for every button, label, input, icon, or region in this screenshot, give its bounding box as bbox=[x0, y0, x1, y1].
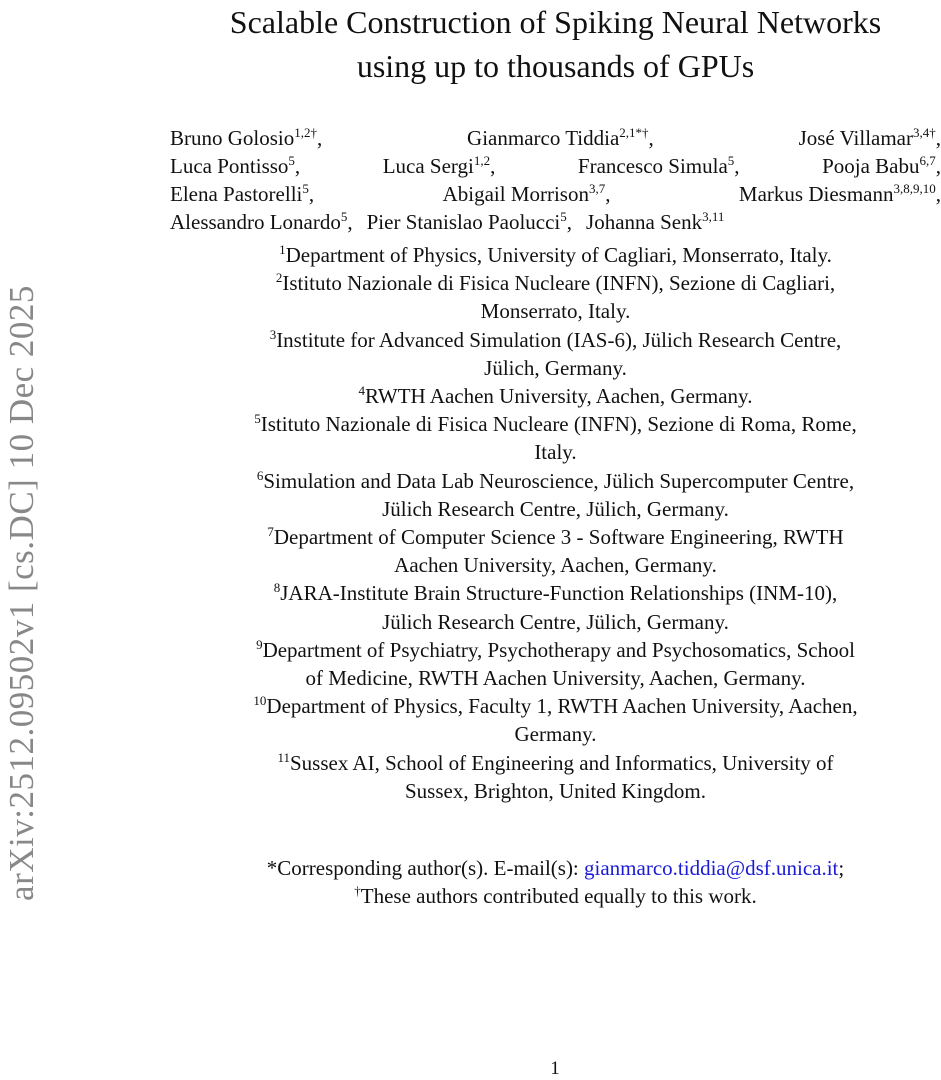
title-line: using up to thousands of GPUs bbox=[356, 48, 755, 84]
affiliation-text: Institute for Advanced Simulation (IAS-6), Jülich Research Centre, bbox=[276, 327, 842, 352]
affiliation-number: 1 bbox=[279, 242, 286, 257]
author bbox=[467, 124, 654, 152]
arxiv-identifier-sidebar: arXiv:2512.09502v1 [cs.DC] 10 Dec 2025 bbox=[2, 285, 41, 901]
author-affiliation-marks: 3,11 bbox=[702, 209, 725, 224]
affiliation-number: 7 bbox=[267, 524, 274, 540]
author-name: Pooja Babu bbox=[822, 154, 920, 178]
comma: , bbox=[605, 182, 611, 206]
comma: , bbox=[294, 154, 301, 178]
author-affiliation-marks: 5 bbox=[560, 209, 567, 224]
affiliation-number: 4 bbox=[358, 383, 366, 399]
affiliation-number: 6 bbox=[256, 467, 264, 483]
correspondence-note bbox=[170, 854, 941, 910]
paper-title bbox=[170, 0, 941, 88]
author bbox=[170, 180, 314, 208]
author-line bbox=[170, 124, 941, 152]
affiliation-text: Sussex, Brighton, United Kingdom. bbox=[404, 778, 706, 803]
affiliation-text: Simulation and Data Lab Neuroscience, Jülich Supercomputer Centre, bbox=[263, 468, 855, 493]
affiliation-number: 8 bbox=[273, 580, 281, 596]
author-affiliation-marks: 1,2† bbox=[294, 125, 318, 140]
affiliation-number: 11 bbox=[277, 749, 290, 765]
affiliation-line bbox=[185, 495, 926, 523]
equal-contribution-text: These authors contributed equally to this work. bbox=[360, 884, 757, 908]
comma: , bbox=[935, 126, 941, 150]
page-number: 1 bbox=[550, 1058, 560, 1079]
affiliation-text: Monserrato, Italy. bbox=[480, 299, 631, 324]
author-list bbox=[170, 124, 941, 236]
affiliation-line bbox=[185, 636, 926, 664]
comma: , bbox=[935, 154, 941, 178]
author-affiliation-marks: 5 bbox=[302, 181, 309, 196]
affiliation-text: Jülich Research Centre, Jülich, Germany. bbox=[382, 609, 729, 634]
affiliation-line bbox=[185, 241, 926, 269]
affiliation-line bbox=[185, 608, 926, 636]
author bbox=[383, 152, 496, 180]
affiliation-line bbox=[185, 297, 926, 325]
author-name: Gianmarco Tiddia bbox=[467, 126, 620, 150]
comma: , bbox=[308, 182, 315, 206]
author bbox=[170, 152, 300, 180]
affiliation-line bbox=[185, 720, 926, 748]
affiliation-text: Jülich, Germany. bbox=[484, 355, 627, 380]
affiliation-text: Sussex AI, School of Engineering and Informatics, University of bbox=[289, 750, 834, 775]
affiliation-line bbox=[185, 692, 926, 720]
author-affiliation-marks: 3,8,9,10 bbox=[893, 181, 936, 196]
comma: , bbox=[734, 154, 740, 178]
author-name: Francesco Simula bbox=[577, 154, 728, 178]
email-link[interactable]: gianmarco.tiddia@dsf.unica.it bbox=[584, 856, 839, 880]
author-affiliation-marks: 1,2 bbox=[473, 153, 491, 168]
affiliation-text: Italy. bbox=[534, 440, 577, 465]
author bbox=[170, 124, 322, 152]
corresponding-author-line bbox=[170, 854, 941, 882]
affiliation-number: 10 bbox=[253, 693, 267, 709]
author-affiliation-marks: 5 bbox=[727, 153, 735, 168]
affiliation-text: of Medicine, RWTH Aachen University, Aachen, Germany. bbox=[305, 666, 806, 691]
comma: , bbox=[566, 210, 573, 234]
author-line bbox=[170, 180, 941, 208]
affiliation-line bbox=[185, 382, 926, 410]
affiliation-text: JARA-Institute Brain Structure-Function Relationships (INM-10), bbox=[280, 581, 838, 606]
affiliation-text: Istituto Nazionale di Fisica Nucleare (INFN), Sezione di Roma, Rome, bbox=[260, 412, 857, 437]
author-name: Pier Stanislao Paolucci bbox=[366, 210, 561, 234]
affiliation-line bbox=[185, 467, 926, 495]
author-affiliation-marks: 2,1*† bbox=[619, 125, 649, 140]
corresponding-label: *Corresponding author(s). E-mail(s): bbox=[266, 856, 585, 880]
semicolon: ; bbox=[838, 856, 845, 880]
author-name: Luca Sergi bbox=[382, 154, 474, 178]
affiliation-text: Department of Psychiatry, Psychotherapy and Psychosomatics, School bbox=[262, 637, 855, 662]
affiliation-number: 2 bbox=[275, 270, 283, 286]
comma: , bbox=[317, 126, 323, 150]
comma: , bbox=[648, 126, 654, 150]
author bbox=[586, 208, 724, 236]
affiliation-text: Department of Physics, Faculty 1, RWTH Aachen University, Aachen, bbox=[266, 694, 858, 719]
author-affiliation-marks: 5 bbox=[288, 153, 295, 168]
author bbox=[367, 208, 572, 236]
affiliation-number: 3 bbox=[269, 326, 277, 342]
affiliation-number: 9 bbox=[256, 636, 263, 652]
affiliation-line bbox=[185, 749, 926, 777]
author-affiliation-marks: 5 bbox=[340, 209, 348, 224]
affiliation-line bbox=[185, 579, 926, 607]
comma: , bbox=[490, 154, 496, 178]
author-name: Alessandro Lonardo bbox=[170, 210, 341, 234]
affiliation-line bbox=[185, 269, 926, 297]
affiliation-line bbox=[185, 326, 926, 354]
affiliation-line bbox=[185, 777, 926, 805]
author bbox=[799, 124, 941, 152]
author-affiliation-marks: 6,7 bbox=[919, 153, 936, 168]
author bbox=[170, 208, 353, 236]
affiliation-text: Department of Physics, University of Cagliari, Monserrato, Italy. bbox=[285, 243, 832, 267]
affiliation-line bbox=[185, 438, 926, 466]
title-line: Scalable Construction of Spiking Neural Networks bbox=[229, 4, 882, 40]
author-name: Bruno Golosio bbox=[170, 126, 295, 150]
author-name: Johanna Senk bbox=[586, 210, 703, 234]
author-name: Elena Pastorelli bbox=[170, 182, 303, 206]
author-affiliation-marks: 3,4† bbox=[913, 125, 936, 140]
affiliation-line bbox=[185, 551, 926, 579]
author bbox=[822, 152, 941, 180]
affiliation-text: Aachen University, Aachen, Germany. bbox=[394, 553, 717, 578]
dagger-mark: † bbox=[354, 883, 361, 898]
affiliation-line bbox=[185, 410, 926, 438]
affiliation-text: RWTH Aachen University, Aachen, Germany. bbox=[365, 384, 753, 409]
author-line bbox=[170, 208, 941, 236]
author bbox=[739, 180, 941, 208]
affiliation-line bbox=[185, 523, 926, 551]
equal-contribution-line bbox=[170, 882, 941, 910]
author-name: Markus Diesmann bbox=[738, 182, 894, 206]
affiliation-text: Germany. bbox=[514, 722, 597, 747]
comma: , bbox=[935, 182, 941, 206]
affiliation-text: Department of Computer Science 3 - Software Engineering, RWTH bbox=[273, 525, 844, 550]
affiliation-number: 5 bbox=[254, 411, 261, 427]
author-line bbox=[170, 152, 941, 180]
affiliation-line bbox=[185, 354, 926, 382]
comma: , bbox=[347, 210, 353, 234]
author-affiliation-marks: 3,7 bbox=[588, 181, 606, 196]
affiliation-text: Jülich Research Centre, Jülich, Germany. bbox=[382, 496, 729, 521]
affiliation-list bbox=[185, 241, 926, 805]
affiliation-text: Istituto Nazionale di Fisica Nucleare (INFN), Sezione di Cagliari, bbox=[282, 271, 836, 296]
author bbox=[578, 152, 740, 180]
author-name: José Villamar bbox=[798, 126, 913, 150]
affiliation-line bbox=[185, 664, 926, 692]
author-name: Luca Pontisso bbox=[170, 154, 289, 178]
author bbox=[443, 180, 611, 208]
author-name: Abigail Morrison bbox=[442, 182, 589, 206]
